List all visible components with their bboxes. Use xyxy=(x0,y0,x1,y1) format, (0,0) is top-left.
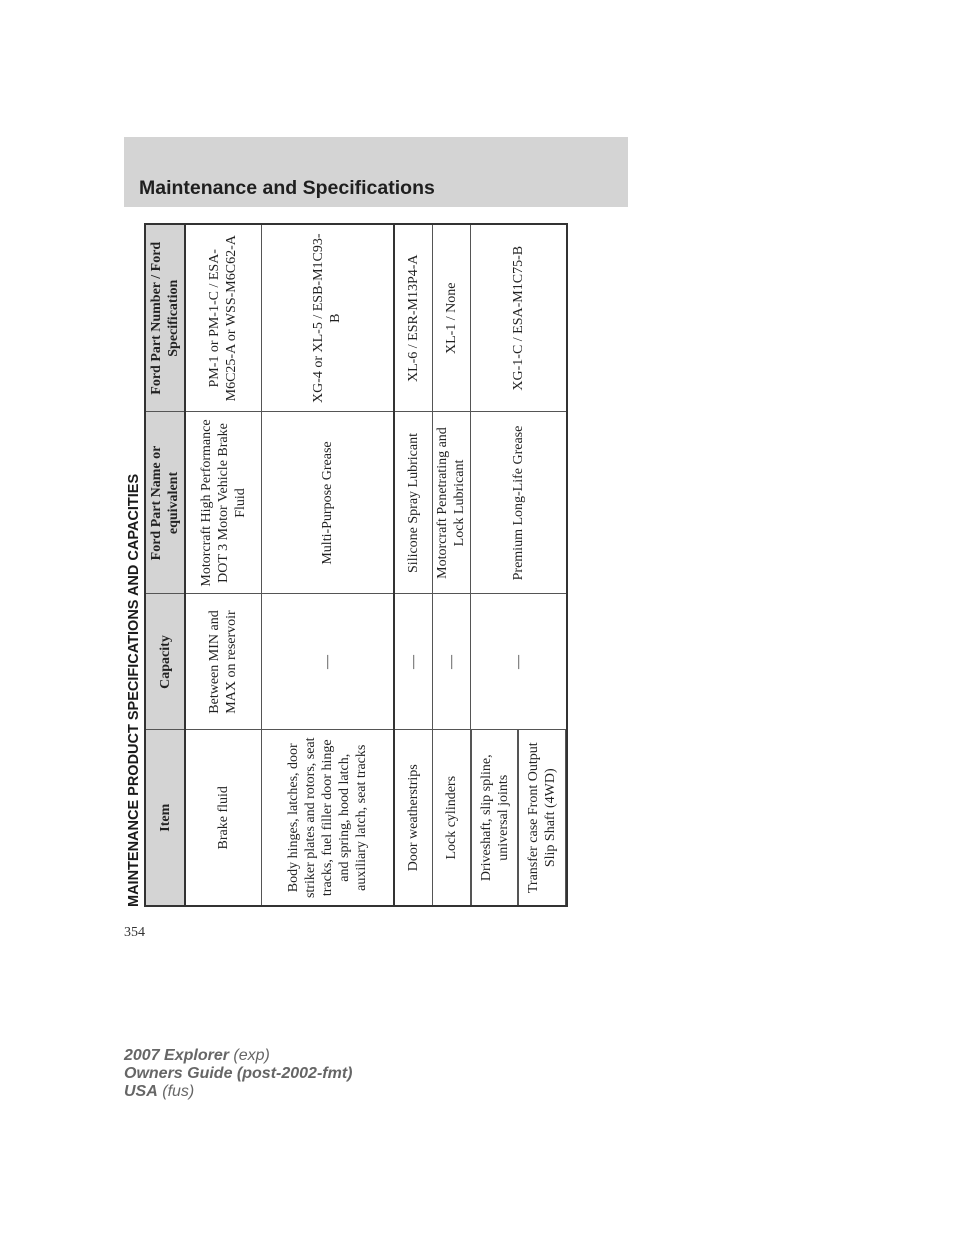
cell-capacity: — xyxy=(394,594,432,730)
cell-part-name: Premium Long-Life Grease xyxy=(470,412,567,594)
table-row xyxy=(394,224,432,906)
cell-item-split xyxy=(470,730,567,906)
footer-line-3 xyxy=(124,1083,352,1101)
cell-item: Driveshaft, slip spline, universal joints xyxy=(471,731,519,906)
document-footer xyxy=(124,1047,352,1101)
spec-heading: MAINTENANCE PRODUCT SPECIFICATIONS AND CAPACITIES xyxy=(126,473,142,907)
column-header-part-name: Ford Part Name or equivalent xyxy=(145,412,185,594)
spec-table-rotated xyxy=(124,225,568,907)
cell-part-number: XL-1 / None xyxy=(432,224,470,412)
cell-part-name: Motorcraft High Performance DOT 3 Motor Vehicle Brake Fluid xyxy=(185,412,261,594)
footer-line-2 xyxy=(124,1065,352,1083)
cell-item: Body hinges, latches, door striker plates and rotors, seat tracks, fuel filler door hinge and spring, hood latch, auxiliary latch, seat tracks xyxy=(261,730,394,906)
cell-capacity: — xyxy=(432,594,470,730)
section-header-band xyxy=(124,137,628,207)
cell-part-number: XL-6 / ESR-M13P4-A xyxy=(394,224,432,412)
cell-capacity: — xyxy=(470,594,567,730)
table-row xyxy=(470,224,567,906)
spec-table xyxy=(144,223,568,907)
cell-part-number: PM-1 or PM-1-C / ESA-M6C25-A or WSS-M6C62-A xyxy=(185,224,261,412)
cell-item: Brake fluid xyxy=(185,730,261,906)
cell-part-number: XG-1-C / ESA-M1C75-B xyxy=(470,224,567,412)
table-row xyxy=(261,224,394,906)
table-header-row xyxy=(145,224,185,906)
footer-market-code: (fus) xyxy=(162,1083,195,1100)
cell-capacity: Between MIN and MAX on reservoir xyxy=(185,594,261,730)
table-row xyxy=(185,224,261,906)
cell-capacity: — xyxy=(261,594,394,730)
cell-part-name: Motorcraft Penetrating and Lock Lubricant xyxy=(432,412,470,594)
table-row xyxy=(432,224,470,906)
section-title: Maintenance and Specifications xyxy=(139,177,435,199)
footer-guide: Owners Guide (post-2002-fmt) xyxy=(124,1065,353,1082)
page-number: 354 xyxy=(124,925,145,940)
cell-part-name: Multi-Purpose Grease xyxy=(261,412,394,594)
column-header-capacity: Capacity xyxy=(145,594,185,730)
footer-market: USA xyxy=(124,1083,158,1100)
column-header-item: Item xyxy=(145,730,185,906)
cell-item: Door weatherstrips xyxy=(394,730,432,906)
cell-part-name: Silicone Spray Lubricant xyxy=(394,412,432,594)
footer-model-code: (exp) xyxy=(233,1047,270,1064)
footer-model: 2007 Explorer xyxy=(124,1047,229,1064)
footer-line-1 xyxy=(124,1047,352,1065)
cell-item-secondary: Transfer case Front Output Slip Shaft (4WD) xyxy=(518,731,566,906)
cell-item: Lock cylinders xyxy=(432,730,470,906)
cell-part-number: XG-4 or XL-5 / ESB-M1C93-B xyxy=(261,224,394,412)
column-header-part-number: Ford Part Number / Ford Specification xyxy=(145,224,185,412)
